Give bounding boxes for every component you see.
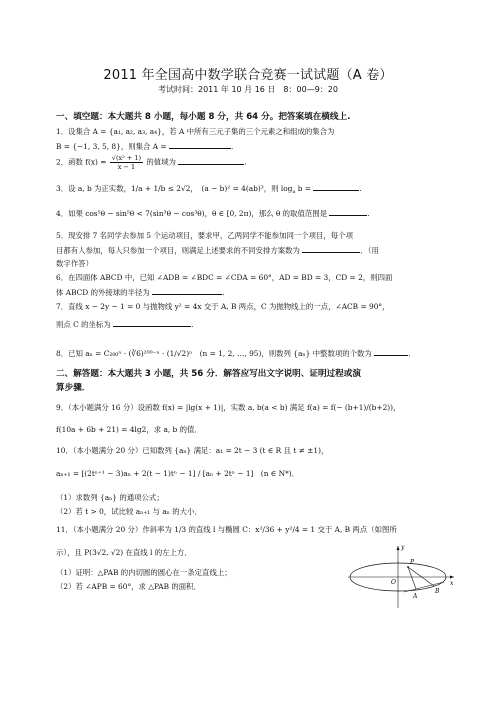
question-11-part-1: （1）证明：△PAB 的内切圆的圆心在一条定直线上； (56, 568, 232, 577)
label-b: B (435, 588, 440, 595)
question-5-c: ．（用 (360, 246, 379, 255)
question-2 (56, 154, 456, 171)
question-6-line-b (56, 285, 456, 300)
answer-blank-4[interactable] (329, 206, 370, 218)
q3-period: . (359, 184, 362, 193)
question-7-line-b (56, 317, 456, 332)
label-p: P (410, 559, 415, 566)
question-6-b: 体 ABCD 的外接球的半径为 (56, 288, 150, 297)
question-5-line-d: 数字作答） (56, 259, 93, 268)
x-axis-arrow (450, 576, 454, 579)
log-base: a (292, 189, 296, 195)
section2-heading-a: 二、解答题：本大题共 3 小题，共 56 分．解答应写出文字说明、证明过程或演 (56, 369, 361, 379)
question-8-text: 8．已知 aₙ = C₂₀₀ⁿ · (∛6)²⁰⁰⁻ⁿ · (1/√2)ⁿ (n = 1, 2, …, 95)，则数列 {aₙ} 中整数项的个数为 (56, 349, 372, 358)
question-1-text: B = {−1, 3, 5, 8}，则集合 A = (56, 142, 167, 151)
label-x: x (450, 580, 454, 587)
ellipse-figure (344, 540, 456, 610)
q2-numerator: √(x² + 1) (111, 154, 141, 162)
q7-period: . (191, 320, 194, 329)
question-3-c: b = (295, 184, 311, 193)
question-1-line-a: 1．设集合 A = {a₁, a₂, a₃, a₄}，若 A 中所有三元子集的三个元素之和组成的集合为 (56, 127, 335, 136)
question-8 (56, 346, 456, 361)
question-10-line-a: 10．（本小题满分 20 分）已知数列 {aₙ} 满足：a₁ = 2t − 3 (t ∈ R 且 t ≠ ±1)， (56, 446, 329, 455)
point-p (407, 566, 409, 568)
question-11-line-a: 11．（本小题满分 20 分）作斜率为 1/3 的直线 l 与椭圆 C：x²/36 + y²/4 = 1 交于 A, B 两点（如图所 (56, 525, 397, 534)
q2-fraction (110, 154, 143, 171)
question-3-b: 1/a + 1/b ≤ 2√2， (a − b)² = 4(ab)³，则 log (130, 184, 293, 193)
question-4 (56, 206, 456, 221)
answer-blank-1[interactable] (169, 139, 234, 151)
page-title: 2011 年全国高中数学联合竞赛一试试题（A 卷） (103, 68, 393, 83)
question-10-formula: aₙ₊₁ = [(2tⁿ⁺¹ − 3)aₙ + 2(t − 1)tⁿ − 1] / [aₙ + 2tⁿ − 1] (n ∈ N*)． (56, 469, 300, 478)
section2-heading-b: 算步骤． (56, 383, 91, 393)
label-y: y (401, 544, 405, 551)
answer-blank-7[interactable] (113, 317, 194, 329)
question-9-line-a: 9．（本小题满分 16 分）设函数 f(x) = |lg(x + 1)|，实数 a, b(a < b) 满足 f(a) = f(− (b+1)/(b+2))， (56, 403, 401, 412)
question-2-suffix: 的值域为 (146, 157, 176, 167)
question-3 (56, 181, 456, 199)
q6-period: . (222, 288, 225, 297)
answer-blank-2[interactable] (178, 155, 247, 167)
question-5-line-a: 5．现安排 7 名同学去参加 5 个运动项目，要求甲、乙两同学不能参加同一个项目，每个项 (56, 231, 353, 240)
q2-period: . (244, 157, 247, 167)
question-5-b: 目都有人参加，每人只参加一个项目，则满足上述要求的不同安排方案数为 (56, 246, 300, 255)
label-o: O (391, 579, 396, 586)
q1-period: . (230, 142, 234, 151)
question-10-part-1: （1）求数列 {aₙ} 的通项公式； (56, 493, 164, 502)
question-11-line-b: 示），且 P(3√2, √2) 在直线 l 的左上方． (56, 548, 192, 557)
question-2-prefix: 2．函数 f(x) = (56, 157, 107, 167)
q2-denominator: x − 1 (117, 163, 136, 171)
question-6-line-a: 6．在四面体 ABCD 中，已知 ∠ADB = ∠BDC = ∠CDA = 60°，AD = BD = 3，CD = 2，则四面 (56, 273, 393, 282)
answer-blank-8[interactable] (374, 346, 411, 358)
y-axis-arrow (397, 546, 400, 550)
answer-blank-6[interactable] (152, 285, 225, 297)
exam-time: 考试时间：2011 年 10 月 16 日 8：00—9：20 (158, 85, 338, 94)
question-7-b: 则点 C 的坐标为 (56, 320, 111, 329)
line-pa (408, 567, 416, 589)
answer-blank-3[interactable] (313, 181, 362, 193)
line-pb (408, 567, 434, 586)
question-5-line-b (56, 243, 456, 258)
answer-blank-5[interactable] (302, 243, 360, 253)
question-10-part-2: （2）若 t > 0，试比较 aₙ₊₁ 与 aₙ 的大小． (56, 507, 202, 516)
label-a: A (413, 593, 418, 600)
section1-heading: 一、填空题：本大题共 8 小题，每小题 8 分，共 64 分。把答案填在横线上. (56, 112, 351, 122)
question-7-line-a: 7．直线 x − 2y − 1 = 0 与抛物线 y² = 4x 交于 A, B 两点，C 为抛物线上的一点，∠ACB = 90°， (56, 302, 390, 311)
question-3-a: 3．设 a, b 为正实数， (56, 184, 131, 193)
question-1-line-b (56, 139, 456, 154)
question-4-text: 4．如果 cos⁵θ − sin⁵θ < 7(sin³θ − cos³θ)，θ ∈ [0, 2π)，那么 θ 的取值范围是 (56, 209, 328, 218)
q4-period: . (367, 209, 370, 218)
question-9-line-b: f(10a + 6b + 21) = 4lg2，求 a, b 的值． (56, 425, 202, 434)
question-11-part-2: （2）若 ∠APB = 60°，求 △PAB 的面积． (56, 582, 201, 591)
q8-period: . (408, 349, 411, 358)
